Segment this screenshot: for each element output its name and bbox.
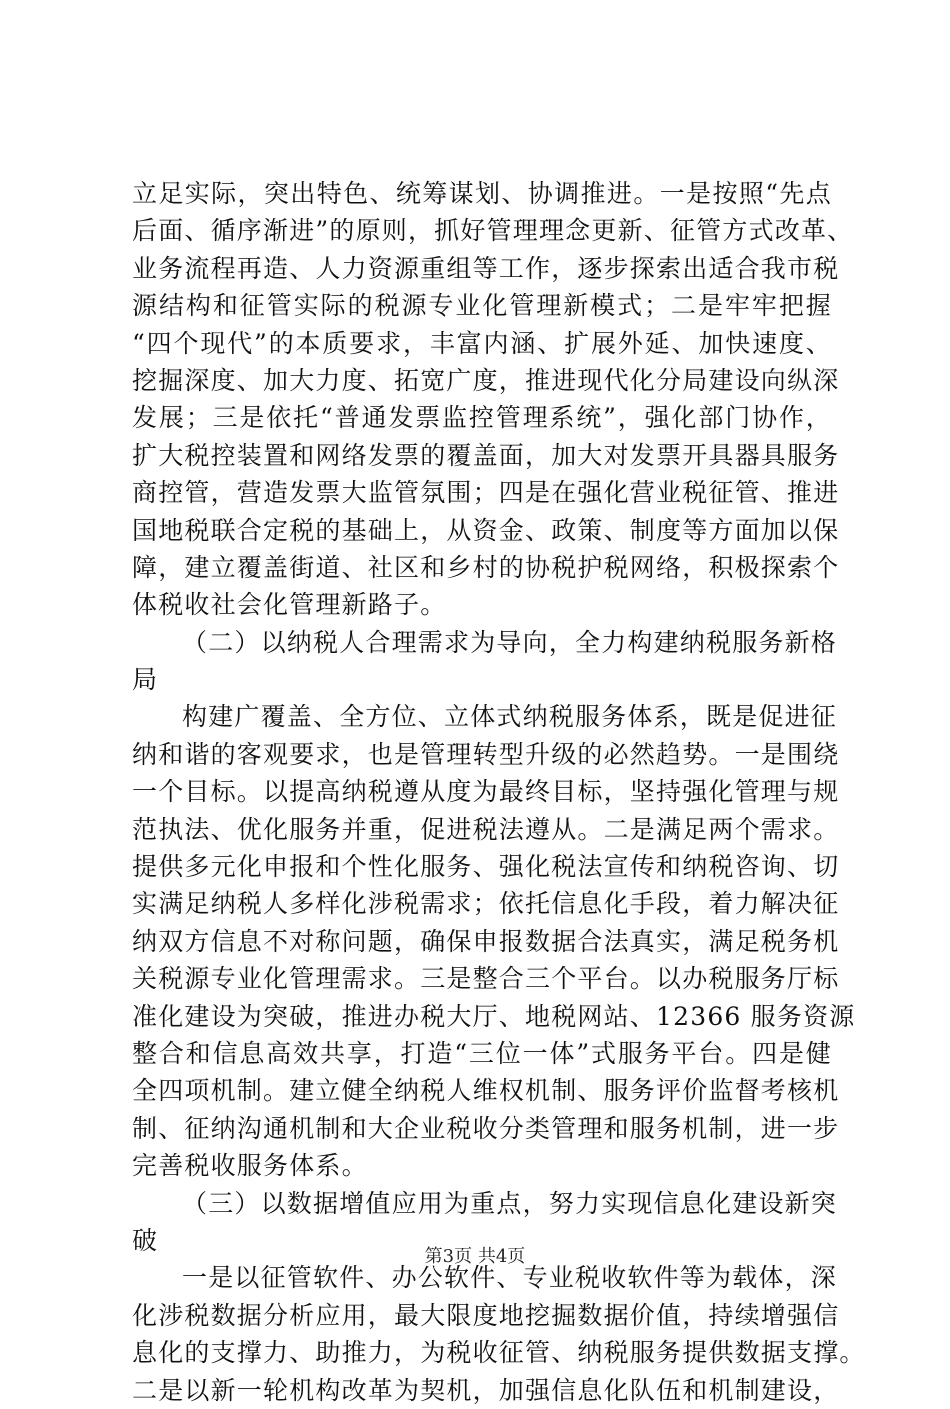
text-line: 立足实际，突出特色、统筹谋划、协调推进。一是按照“先点 <box>132 179 832 208</box>
body-paragraph <box>132 698 856 1184</box>
text-line: 障，建立覆盖街道、社区和乡村的协税护税网络，积极探索个 <box>132 552 840 582</box>
text-line: 关税源专业化管理需求。三是整合三个平台。以办税服务厅标 <box>132 964 840 994</box>
text-line: 破 <box>132 1225 159 1255</box>
text-line: “四个现代”的本质要求，丰富内涵、扩展外延、加快速度、 <box>132 328 832 358</box>
text-line: 全四项机制。建立健全纳税人维权机制、服务评价监督考核机 <box>132 1076 840 1106</box>
text-line: 一个目标。以提高纳税遵从度为最终目标，坚持强化管理与规 <box>132 777 840 807</box>
text-line: 化涉税数据分析应用，最大限度地挖掘数据价值，持续增强信 <box>132 1300 840 1330</box>
text-line: 国地税联合定税的基础上，从资金、政策、制度等方面加以保 <box>132 515 840 545</box>
text-line: 二是以新一轮机构改革为契机，加强信息化队伍和机制建设， <box>132 1375 840 1405</box>
text-line: 息化的支撑力、助推力，为税收征管、纳税服务提供数据支撑。 <box>132 1338 866 1368</box>
text-line: 一是以征管软件、办公软件、专业税收软件等为载体，深 <box>182 1263 838 1293</box>
text-line: 商控管，营造发票大监管氛围；四是在强化营业税征管、推进 <box>132 478 840 508</box>
text-line: 发展；三是依托“普通发票监控管理系统”，强化部门协作， <box>132 403 832 433</box>
text-line: 实满足纳税人多样化涉税需求；依托信息化手段，着力解决征 <box>132 889 840 919</box>
text-line: 后面、循序渐进”的原则，抓好管理理念更新、征管方式改革、 <box>132 216 854 246</box>
text-line: 整合和信息高效共享，打造“三位一体”式服务平台。四是健 <box>132 1038 832 1068</box>
page-footer: 第3页 共4页 <box>424 1246 526 1267</box>
body-paragraph <box>132 175 854 624</box>
text-line: 纳双方信息不对称问题，确保申报数据合法真实，满足税务机 <box>132 926 840 956</box>
text-line: 构建广覆盖、全方位、立体式纳税服务体系，既是促进征 <box>182 702 838 732</box>
document-body <box>132 175 866 1409</box>
text-line: 业务流程再造、人力资源重组等工作，逐步探索出适合我市税 <box>132 253 840 283</box>
body-paragraph <box>132 1259 866 1409</box>
text-line: （三）以数据增值应用为重点，努力实现信息化建设新突 <box>182 1188 838 1218</box>
text-line: 源结构和征管实际的税源专业化管理新模式；二是牢牢把握 <box>132 291 832 321</box>
text-line: 纳和谐的客观要求，也是管理转型升级的必然趋势。一是围绕 <box>132 739 840 769</box>
text-line: 体税收社会化管理新路子。 <box>132 590 447 620</box>
text-line: 制、征纳沟通机制和大企业税收分类管理和服务机制，进一步 <box>132 1113 840 1143</box>
text-line: 扩大税控装置和网络发票的覆盖面，加大对发票开具器具服务 <box>132 440 840 470</box>
text-line: （二）以纳税人合理需求为导向，全力构建纳税服务新格 <box>182 627 838 657</box>
text-line: 提供多元化申报和个性化服务、强化税法宣传和纳税咨询、切 <box>132 852 840 882</box>
text-line: 范执法、优化服务并重，促进税法遵从。二是满足两个需求。 <box>132 814 840 844</box>
text-line: 局 <box>132 665 159 695</box>
text-line: 准化建设为突破，推进办税大厅、地税网站、12366 服务资源 <box>132 1001 856 1031</box>
section-heading <box>132 624 838 699</box>
text-line: 完善税收服务体系。 <box>132 1151 368 1181</box>
text-line: 挖掘深度、加大力度、拓宽广度，推进现代化分局建设向纵深 <box>132 365 840 395</box>
